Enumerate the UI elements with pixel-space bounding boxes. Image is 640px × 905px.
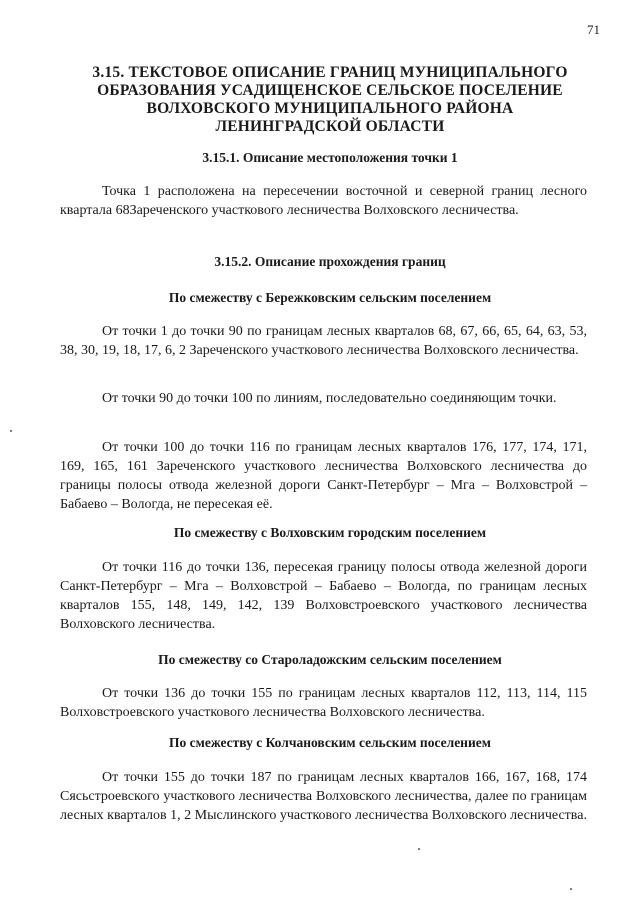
boundary-paragraph: От точки 155 до точки 187 по границам лесных кварталов 166, 167, 168, 174 Сясьстроевского участкового лесничества Волховского лесничества, далее по границам лесных кварталов 1, 2 Мыслинского участкового лесничества Волховского лесничества. <box>60 770 587 823</box>
scan-speck <box>570 888 572 890</box>
neighbor-heading-staroladozhskoe: По смежеству со Староладожским сельским поселением <box>158 652 502 667</box>
page-number: 71 <box>587 22 600 37</box>
boundary-paragraph: От точки 1 до точки 90 по границам лесных кварталов 68, 67, 66, 65, 64, 63, 53, 38, 30, 19, 18, 17, 6, 2 Зареченского участкового лесничества Волховского лесничества. <box>60 324 587 358</box>
point-1-description: Точка 1 расположена на пересечении восточной и северной границ лесного квартала 68Зареченского участкового лесничества Волховского лесничества. <box>60 184 587 218</box>
neighbor-heading-kolchanovskoe: По смежеству с Колчановским сельским поселением <box>169 735 491 750</box>
boundary-paragraph: От точки 100 до точки 116 по границам лесных кварталов 176, 177, 174, 171, 169, 165, 161 Зареченского участкового лесничества Волховского лесничества до границы полосы отвода железной дороги Санкт-Петербург – Мга – Волховстрой – Бабаево – Вологда, не пересекая её. <box>60 440 587 512</box>
scan-speck <box>418 848 420 850</box>
section-title-line: ВОЛХОВСКОГО МУНИЦИПАЛЬНОГО РАЙОНА <box>146 100 514 117</box>
section-title-line: 3.15. ТЕКСТОВОЕ ОПИСАНИЕ ГРАНИЦ МУНИЦИПАЛЬНОГО <box>92 64 568 81</box>
section-title-line: ОБРАЗОВАНИЯ УСАДИЩЕНСКОЕ СЕЛЬСКОЕ ПОСЕЛЕНИЕ <box>97 82 563 99</box>
boundary-paragraph: От точки 116 до точки 136, пересекая границу полосы отвода железной дороги Санкт-Петербург – Мга – Волховстрой – Бабаево – Вологда, по границам лесных кварталов 155, 148, 149, 142, 139 Волховстроевского участкового лесничества Волховского лесничества. <box>60 560 587 632</box>
neighbor-heading-volkhovskoe: По смежеству с Волховским городским поселением <box>173 525 487 540</box>
neighbor-heading-berezhkovskoe: По смежеству с Бережковским сельским поселением <box>168 290 492 305</box>
section-title <box>60 64 600 136</box>
subsection-heading-boundary-course: 3.15.2. Описание прохождения границ <box>214 254 446 269</box>
subsection-heading-point-location: 3.15.1. Описание местоположения точки 1 <box>202 150 458 165</box>
boundary-paragraph: От точки 90 до точки 100 по линиям, последовательно соединяющим точки. <box>102 391 557 406</box>
boundary-paragraph: От точки 136 до точки 155 по границам лесных кварталов 112, 113, 114, 115 Волховстроевского участкового лесничества Волховского лесничества. <box>60 686 587 720</box>
scan-speck <box>10 430 12 432</box>
section-title-line: ЛЕНИНГРАДСКОЙ ОБЛАСТИ <box>215 118 445 135</box>
